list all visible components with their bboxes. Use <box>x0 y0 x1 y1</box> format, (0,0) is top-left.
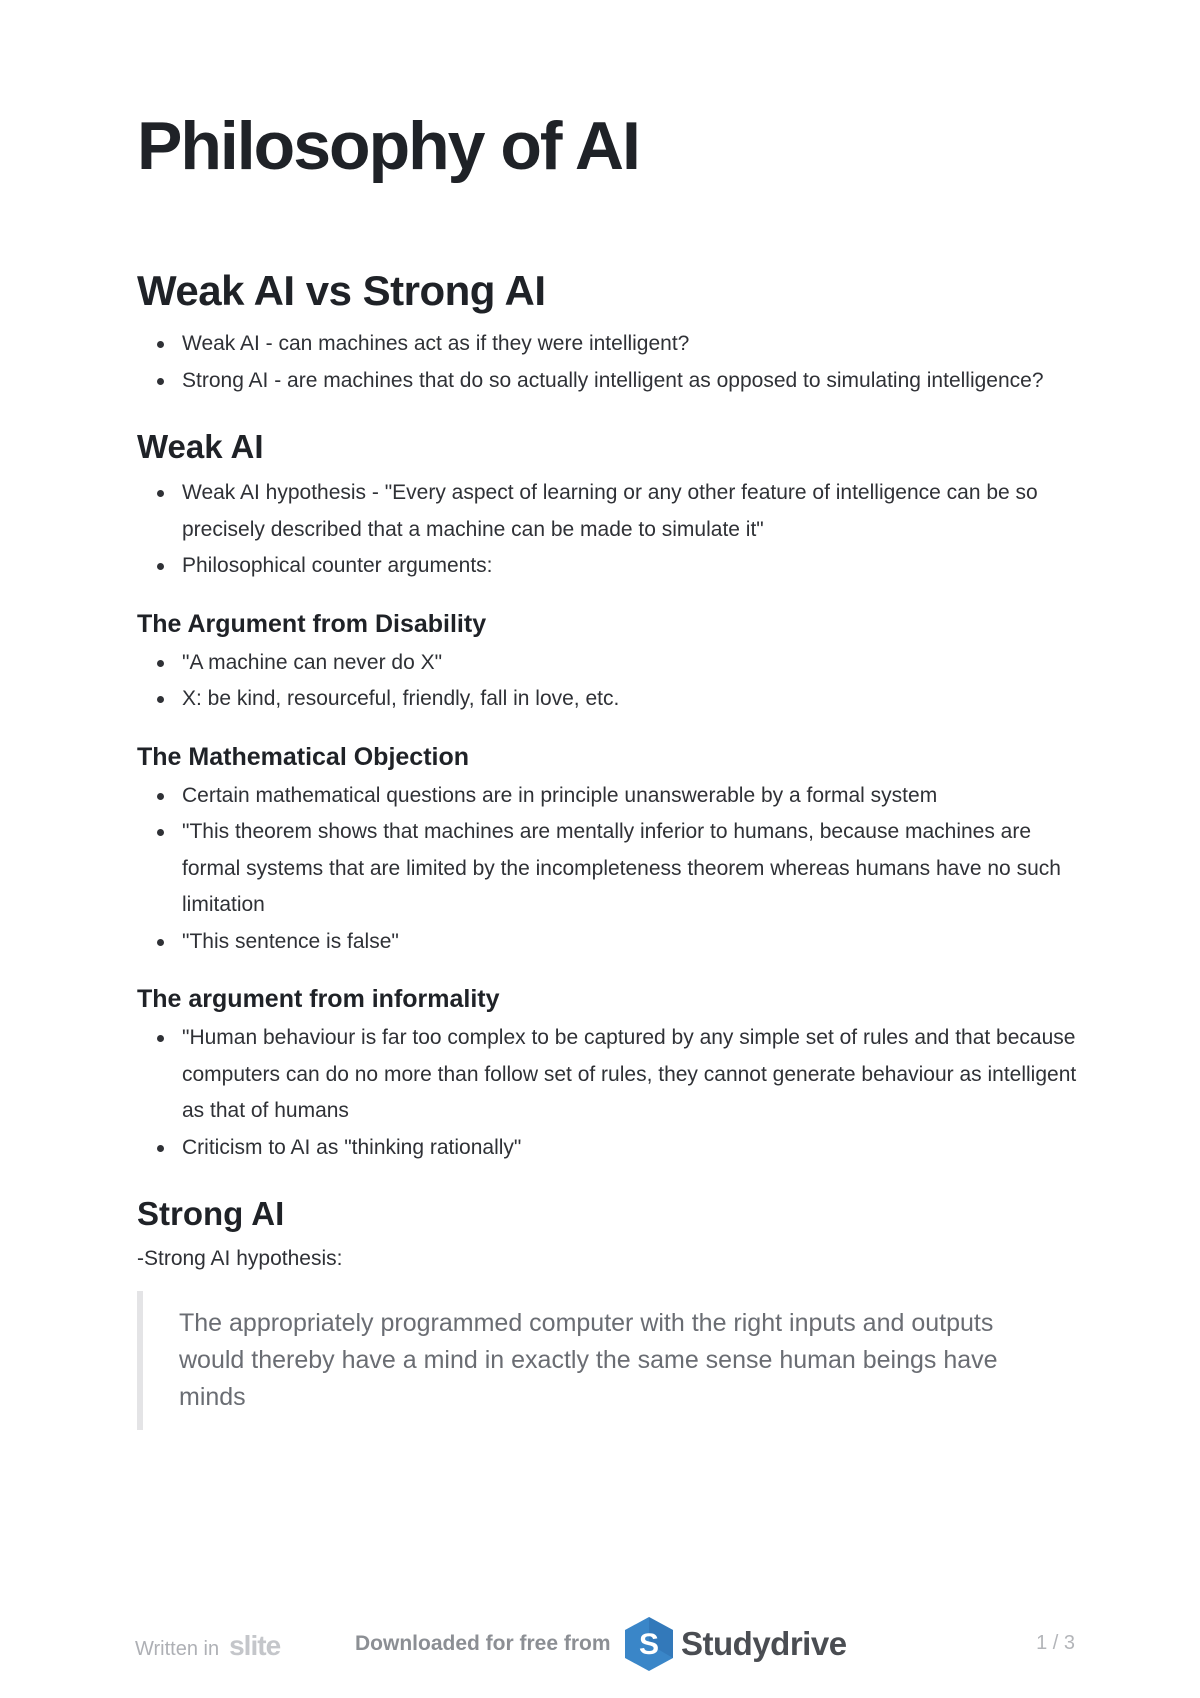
list-weak-vs-strong <box>137 326 1077 399</box>
bullet-icon <box>157 939 164 946</box>
bullet-icon <box>157 563 164 570</box>
document-title: Philosophy of AI <box>137 108 639 184</box>
page-footer <box>135 1616 1075 1672</box>
list-weak-ai <box>137 475 1077 585</box>
bullet-icon <box>157 696 164 703</box>
list-item: Weak AI hypothesis - "Every aspect of learning or any other feature of intelligence can be so precisely described that a machine can be made to simulate it" <box>137 475 1077 548</box>
list-item: "A machine can never do X" <box>137 645 1077 682</box>
list-item: Certain mathematical questions are in principle unanswerable by a formal system <box>137 778 1077 815</box>
list-item: X: be kind, resourceful, friendly, fall in love, etc. <box>137 681 1077 718</box>
list-informality <box>137 1020 1077 1166</box>
list-mathematical <box>137 778 1077 961</box>
studydrive-brand[interactable] <box>623 1616 847 1672</box>
studydrive-logo-icon <box>623 1616 675 1672</box>
page-indicator: 1 / 3 <box>1036 1632 1075 1654</box>
written-in-label: Written in slite <box>135 1630 281 1661</box>
bullet-icon <box>157 660 164 667</box>
list-item: "This theorem shows that machines are mentally inferior to humans, because machines are formal systems that are limited by the incompleteness theorem whereas humans have no such limitation <box>137 814 1077 924</box>
studydrive-name: Studydrive <box>681 1625 847 1662</box>
bullet-icon <box>157 1035 164 1042</box>
bullet-icon <box>157 378 164 385</box>
strong-ai-intro: -Strong AI hypothesis: <box>137 1246 343 1270</box>
list-item: Weak AI - can machines act as if they were intelligent? <box>137 326 1077 363</box>
heading-strong-ai: Strong AI <box>137 1195 285 1233</box>
list-item: Strong AI - are machines that do so actually intelligent as opposed to simulating intelligence? <box>137 363 1077 400</box>
bullet-icon <box>157 1145 164 1152</box>
heading-weak-vs-strong: Weak AI vs Strong AI <box>137 267 546 314</box>
svg-text:S: S <box>638 1628 660 1661</box>
downloaded-label: Downloaded for free from <box>355 1632 611 1655</box>
bullet-icon <box>157 341 164 348</box>
document-page <box>137 100 1077 1430</box>
slite-logo: slite <box>229 1630 281 1661</box>
list-item: Criticism to AI as "thinking rationally" <box>137 1130 1077 1167</box>
list-disability <box>137 645 1077 718</box>
heading-disability: The Argument from Disability <box>137 609 487 638</box>
bullet-icon <box>157 490 164 497</box>
bullet-icon <box>157 829 164 836</box>
bullet-icon <box>157 793 164 800</box>
list-item: Philosophical counter arguments: <box>137 548 1077 585</box>
heading-weak-ai: Weak AI <box>137 428 264 466</box>
list-item: "Human behaviour is far too complex to be captured by any simple set of rules and that because computers can do no more than follow set of rules, they cannot generate behaviour as intelligent as that of humans <box>137 1020 1077 1130</box>
strong-ai-quote: The appropriately programmed computer with the right inputs and outputs would thereby have a mind in exactly the same sense human beings have minds <box>137 1291 1039 1430</box>
list-item: "This sentence is false" <box>137 924 1077 961</box>
heading-informality: The argument from informality <box>137 985 500 1014</box>
heading-mathematical: The Mathematical Objection <box>137 742 470 771</box>
